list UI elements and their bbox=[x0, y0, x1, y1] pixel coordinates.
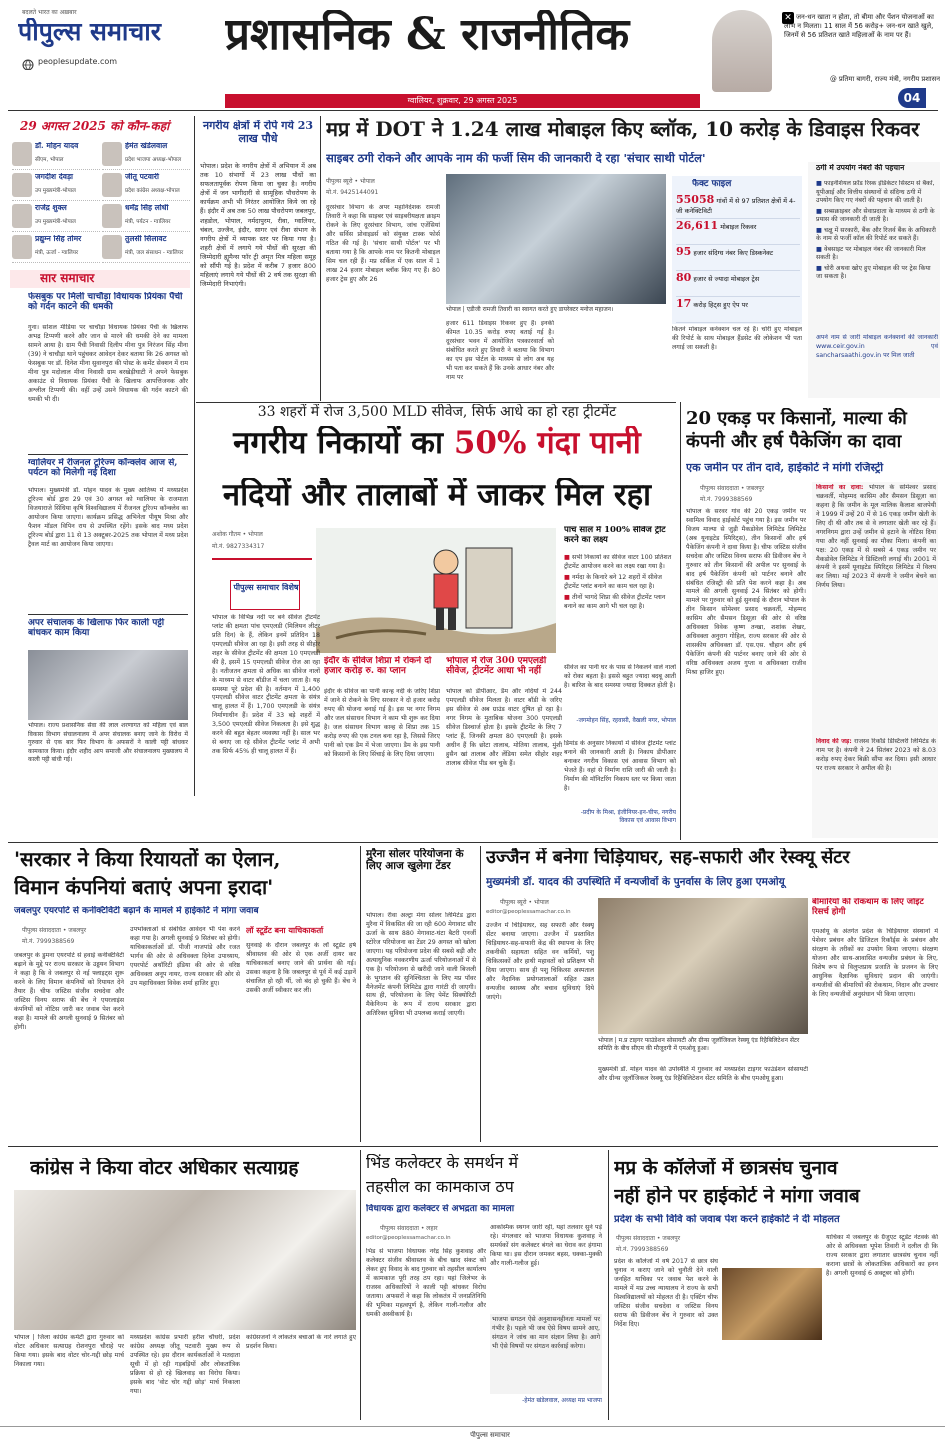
claim-box bbox=[816, 484, 936, 736]
side-list-item bbox=[816, 265, 938, 282]
bullet-icon: ■ bbox=[816, 245, 822, 253]
quote-2: डिमांड के अनुसार निकायों में सीवेज ट्रीटमेंट प्लांट बनाने की जानकारी आती है। निकाय डीपीआर बनाकर नगरीय विकास एवं आवास विभाग को भेजते हैं। वहां से निर्माण राशि जारी की जाती है। निर्माण की मॉनिटरिंग निकाय स्तर पर किया जाता है। bbox=[564, 740, 676, 792]
fact-number: 80 bbox=[676, 272, 692, 284]
dot-side-head: ठगी में उपयोग नंबरों की पहचान bbox=[816, 164, 905, 172]
saar-headline-3: अपर संचालक के खिलाफ फिर काली पट्टी बांधकर काम किया bbox=[28, 618, 165, 639]
target-text: नर्मदा के किनारे बने 12 शहरों में सीवेज ट्रीटमेंट प्लांट बनाने का काम चल रहा है। bbox=[564, 574, 662, 590]
dateline: ग्वालियर, शुक्रवार, 29 अगस्त 2025 bbox=[225, 94, 700, 108]
fact-file-title: फैक्ट फाइल bbox=[692, 179, 732, 189]
targets-headline: पांच साल में 100% सीवेज ट्रीट करने का लक्ष्य bbox=[564, 526, 666, 545]
minister-photo bbox=[712, 10, 772, 92]
fact-item bbox=[676, 298, 800, 323]
who-name: हेमंत खंडेलवाल bbox=[125, 142, 168, 150]
quote-1: सीवेज का पानी घर के पास से निकलने वाले नालों को रोका बहता है। इससे बहुत ज्यादा बदबू आती है। बारिश के बाद समस्या ज्यादा दिक्कत होती है। bbox=[564, 664, 676, 689]
dot-side-list bbox=[816, 180, 938, 330]
who-name: डॉ. मोहन यादव bbox=[35, 142, 79, 150]
chhatra-mobile: मो.नं. 7999388569 bbox=[616, 1246, 669, 1253]
who-where-item bbox=[12, 140, 100, 170]
dot-body-1: दूरसंचार विभाग के अपर महानिदेशक रामजी तिवारी ने कहा कि साइबर एवं साइबरीयक्षता क्राइम रोकने के लिए दूरसंचार विभाग, जांच एजेंसियां और सर्विस प्रोवाइडर्स को संयुक्त टास्क फोर्स गठित की गई है। 'संचार साथी पोर्टल' पर भी बताया गया है कि आपके नाम पर कितनी मोबाइल सिम चल रही हैं। मप्र सर्किल में एक साल में 1 लाख 24 हजार मोबाइल ब्लॉक किए गए हैं। 80 हजार ट्रेस हुए और 26 bbox=[326, 204, 440, 283]
fact-text: हजार से ज्यादा मोबाइल ट्रेस bbox=[693, 275, 760, 283]
chhatra-byline: पीपुल्स संवाददाता • जबलपुर bbox=[616, 1235, 681, 1242]
quote-2-by: -प्रदीप के मिश्रा, इंजीनियर-इन-चीफ, नगरीय विकास एवं आवास विभाग bbox=[580, 809, 676, 824]
malya-byline: पीपुल्स संवाददाता • जबलपुर bbox=[700, 485, 765, 492]
bullet-icon: ■ bbox=[816, 180, 822, 187]
fact-text: मोबाइल रिकवर bbox=[720, 223, 757, 231]
indore-headline: इंदौर के सीवेज शिप्रा में रोकने दो हजार करोड़ रु. का प्लान bbox=[324, 656, 432, 677]
avatar bbox=[102, 142, 122, 166]
fact-item bbox=[676, 272, 800, 297]
claim-body: भोपाल के सोमेश्वर प्रसाद चक्रवर्ती, मोहम्मद कासिम और सैमसन डिसूज़ा का कहना है कि जमीन के मूल मालिक कैलाश बाजपेयी ने 1999 में उन्हें 20 में से 16 एकड़ जमीन खेती के लिए दी थी और तब से वे लगातार खेती कर रहे हैं। नगरनिगम द्वारा उन्हें जमीन से हटाने के नोटिस दिया गया और नहीं सुनवाई का मौका मिला। कंपनी का पक्ष: 20 एकड़ में से सबसे 4 एकड़ जमीन पर मैकडोवेल लिमिटेड ने डिस्टिलरी लगाई थी। 2001 में कंपनी ने इसमें यूनाइटेड स्पिरिट्स लिमिटेड में विलय कर लिया। मई 2023 में कंपनी ने जमीन बेचने का निर्णय लिया। bbox=[816, 484, 936, 590]
who-where-box bbox=[10, 116, 190, 266]
chhatra-headline-1: मप्र के कॉलेजों में छात्रसंघ चुनाव bbox=[614, 1158, 838, 1179]
chhatra-body-1: प्रदेश के कॉलेजों में वर्ष 2017 से छात्र संघ चुनाव न कराए जाने को चुनौती देने वाली जनहित याचिका पर जवाब पेश करने के मामले में मप्र उच्च न्यायालय ने राज्य के सभी विश्वविद्यालयों को मोहलत दी है। एक्टिंग चीफ जस्टिस संजीव सचदेवा व जस्टिस विनय सराफ की डिवीजन बेंच ने गुरुवार को उक्त निर्देश दिए। bbox=[614, 1258, 718, 1328]
who-place: प्रदेश कांग्रेस अध्यक्ष-भोपाल bbox=[125, 188, 180, 194]
side-item-text: वेबसाइट पर मोबाइल नंबर की जानकारी मिल सकती है। bbox=[816, 245, 926, 261]
bhind-body-1: भिंड से भाजपा विधायक नरेंद्र सिंह कुशवाह और कलेक्टर संजीव श्रीवास्तव के बीच खाद संकट को लेकर हुए विवाद के बाद गुरुवार को तहसील कार्यालय में कामकाज पूरी तरह ठप रहा। यहां जिलेभर के राजस्व अधिकारियों ने काली पट्टी बांधकर विरोध जताया। अफसरों ने कहा कि लोकतंत्र में जनप्रतिनिधि की भूमिका महत्वपूर्ण है, लेकिन गाली-गलौज और धमकी अस्वीकार्य है। bbox=[366, 1248, 486, 1318]
vimaan-headline-2: विमान कंपनियां बताएं अपना इरादा' bbox=[14, 876, 274, 899]
fact-number: 17 bbox=[676, 298, 692, 310]
footer-label: पीपुल्स समाचार bbox=[470, 1431, 510, 1439]
target-item bbox=[564, 594, 676, 611]
morena-headline: मुरैना सोलर परियोजना के लिए आज खुलेगा टेंडर bbox=[366, 848, 464, 873]
quote-1-by: -जगमोहन सिंह, रहवासी, वैखली नगर, भोपाल bbox=[576, 717, 676, 724]
who-where-item bbox=[12, 202, 100, 232]
sewage-headline-1b: 50% गंदा पानी bbox=[453, 426, 641, 461]
vivad-head: विवाद की जड़: bbox=[816, 738, 852, 745]
ujjain-side-body: एमओयू के अंतर्गत प्रदेश के चिड़ियाघर संस्थानों में पेशेवर प्रबंधन और डिजिटल रिकॉर्ड्स के प्रबंधन और संरक्षण के तरीकों का उपयोग किया जाएगा। संरक्षण योजना और साथ-आवासित वन्यजीव प्रबंधन के लिए, विशेष रूप से विलुप्तप्राय प्रजाति के प्रजनन के लिए आधुनिक वैज्ञानिक सुविधाएं प्रदान की जाएंगी। वन्यजीवों की बीमारियों की रोकथाम, निदान और उपचार के लिए वन्यजीवों अनुसंधान भी किया जाएगा। bbox=[812, 928, 938, 998]
side-list-item bbox=[816, 246, 938, 263]
sewage-cartoon bbox=[316, 528, 556, 653]
vimaan-body-2: उपभोक्ताओं से संबंधित आवेदन भी पेश करने कहा गया है। अगली सुनवाई 9 सितंबर को होगी। याचिकाकर्ताओं डॉ. पीजी नाजपांडे और रजत भार्गव की ओर से अधिवक्ता दिनेश उपाध्याय, एयरपोर्ट अथॉरिटी इंडिया की ओर से वरिष्ठ अधिवक्ता अनूप नायर, राज्य सरकार की ओर से उप महाधिवक्ता विवेक शर्मा हाजिर हुए। bbox=[130, 926, 240, 987]
avatar bbox=[102, 204, 122, 228]
who-where-item bbox=[102, 233, 190, 263]
who-where-title: 29 अगस्त 2025 को कौन-कहां bbox=[20, 120, 170, 133]
protest-photo bbox=[28, 650, 188, 720]
avatar bbox=[102, 173, 122, 197]
indore-body: इंदौर के सीवेज का पानी कान्ह नदी के जरिए शिप्रा में जाने से रोकने के लिए सरकार ने दो हजार करोड़ रुपए की योजना बनाई गई है। इस पर नगर निगम और जल संसाधन विभाग ने काम भी शुरू कर दिया है। जल संसाधन विभाग कान्ह से शिप्रा तक 15 करोड़ रुपए की एक टनल बना रहा है, जिससे जिरए पानी को एक डैम में भेजा जाएगा। डैम के इस पानी को किसानों के लिए सिंचाई के लिए दिया जाएगा। bbox=[324, 688, 440, 758]
ujjain-body-1: उज्जैन में चिड़ियाघर, सह सफारी और रेस्क्यू सेंटर बनाया जाएगा। उज्जैन में प्रस्तावित चिड़ियाघर-सह-सफारी केंद्र की स्थापना के लिए तकनीकी सहायता सहित वन कर्मियों, पशु चिकित्सकों और हाथी महावतों को प्रशिक्षण भी दिया जाएगा। साथ ही पशु चिकित्सा अस्पताल और नैदानिक प्रयोगशालाओं सहित उन्नत वन्यजीव स्वास्थ्य और बचाव सुविधाएं दिये जाएंगे। bbox=[486, 922, 594, 1001]
ujjain-side-head: बीमारियों की रोकथाम के लिए जॉइंट रिसर्च होगी bbox=[812, 898, 924, 917]
dot-mobile: मो.नं. 9425144091 bbox=[326, 189, 379, 196]
target-text: सभी निकायों का सीवेज वाटर 100 प्रतिशत ट्रीटमेंट आयोजन करने का लक्ष्य रखा गया है। bbox=[564, 554, 672, 570]
website[interactable]: peoplesupdate.com bbox=[38, 57, 118, 66]
ujjain-caption: भोपाल | म.प्र टाइगर फाउंडेशन सोसायटी और ग्रीन्स जूलॉजिकल रेस्क्यू एंड रिहैबिलिटेशन सेंटर समिति के बीच सीएम की मौजूदगी में एमओयू हुआ। bbox=[598, 1037, 800, 1052]
congress-headline: कांग्रेस ने किया वोटर अधिकार सत्याग्रह bbox=[30, 1158, 299, 1179]
dot-body-2b-spacer bbox=[560, 320, 666, 398]
fact-item bbox=[676, 246, 800, 271]
malya-body: भोपाल के सरवर गांव की 20 एकड़ जमीन पर स्वामित्व विवाद हाईकोर्ट पहुंच गया है। इस जमीन पर विजय माल्या से जुड़ी मैकडोवेल लिमिटेड लिमिटेड (अब यूनाइटेड स्पिरिट्स), तीन किसानों और हर्ष पैकेजिंग कंपनी ने दावा किया है। चीफ जस्टिस संजीव सचदेवा और जस्टिस विनय सराफ की डिवीजन बेंच ने गुरुवार को तीन किसानों की अपील पर सुनवाई के बाद हर्ष पैकेजिंग कंपनी को पार्टनर बनाने और संबंधित रजिस्ट्री की प्रति पेश करने कहा है। अब मामले की अगली सुनवाई 24 सितंबर को होगी। मामले पर गुरुवार को हुई सुनवाई के दौरान भोपाल के तीन किसान सोमेश्वर प्रसाद चक्रवर्ती, मोहम्मद कासिम और सैमसन डिसूज़ा की ओर से वरिष्ठ अधिवक्ता विवेक कृष्ण तन्खा, शशांक शेखर, अधिवक्ता अनुराग गोहिल, राज्य सरकार की ओर से शासकीय अधिवक्ता डॉ. एस.एस. चौहान और हर्ष पैकेजिंग कंपनी की पार्टनर बनाए जाने की ओर से वरिष्ठ अधिवक्ता अजय गुप्ता व अधिवक्ता राजीव मिश्रा हाजिर हुए। bbox=[686, 508, 806, 676]
side-list-item bbox=[816, 208, 938, 225]
congress-photo bbox=[14, 1190, 356, 1330]
side-item-text: सब्सक्राइबर और सेवाप्रदाता के माध्यम से ठगी के प्रयास की जानकारी दी जाती है। bbox=[816, 207, 935, 223]
masthead bbox=[0, 0, 945, 108]
vimaan-mobile: मो.नं. 7999388569 bbox=[22, 938, 75, 945]
vimaan-body-1: जबलपुर के डुमना एयरपोर्ट से हवाई कनेक्टिविटी बढ़ाने के मुद्दे पर राज्य सरकार के उड्डयन विभाग ने कहा है कि वे जबलपुर से नई फ्लाइट्स शुरू करने के लिए विमान कंपनियों को रियायत देने तैयार हैं। चीफ जस्टिस संजीव सचदेवा और जस्टिस विनय सराफ की बेंच ने एयरलाइंस कंपनियों को नोटिस जारी कर जवाब पेश करने कहा है। मामले की अगली सुनवाई 9 सितंबर को होगी। bbox=[14, 952, 124, 1031]
malya-side bbox=[812, 482, 938, 838]
bhind-quote: भाजपा सगठन ऐसे अनुशासनहीनता मामलों पर गंभीर है। पहले भी जब ऐसे विषय सामने आए, संगठन ने जांच का मान संज्ञान लिया है। आगे भी ऐसे विषयों पर संगठन कार्रवाई करेगा। bbox=[490, 1314, 602, 1394]
sewage-body-1: भोपाल के विभिन्न नदी पर बने सीवेज ट्रीटमेंट प्लांट की क्षमता पांच एमएलडी (मिलियन लीटर प्रति दिन) के हैं, लेकिन इनमें प्रतिदिन 18 एमएलडी सीवेज आ रहा है। इसी तरह से सीहोर शहर के सीवेज ट्रीटमेंट की क्षमता 10 एमएलडी की है, इसमें 15 एमएलडी सीवेज रोज आ रहा है। नतीजतन क्षमता से अधिक का सीवेज नालों के माध्यम से वाटर बॉडीज में चला जाता है। यह समस्या पूरे प्रदेश की है। वर्तमान में 1,400 एमएलडी सीवेज वाटर ट्रीटमेंट क्षमता के संयंत्र चालू हालत में हैं। 1,700 एमएलडी के संयंत्र निर्माणाधीन हैं। प्रदेश में 33 बड़े शहरों में 3,500 एमएलडी सीवेज निकलता है। इसे शुद्ध करने की बहुत बेहतर व्यवस्था नहीं है। साल भर से बनाए जा रहे सीवेज ट्रीटमेंट प्लांट में अभी तक सिर्फ 45% ही चालू हालत में हैं। bbox=[212, 614, 320, 756]
x-icon: ✕ bbox=[782, 12, 794, 24]
page-number: 04 bbox=[898, 88, 926, 108]
who-name: राजेंद्र शुक्ल bbox=[35, 204, 67, 212]
congress-body: मध्यप्रदेश कांग्रेस प्रभारी हरीश चौधरी, प्रदेश कांग्रेस अध्यक्ष जीतू पटवारी मुख्य रूप से उपस्थित रहे। इस दौरान कार्यकर्ताओं ने मतदाता सूची में हो रही गड़बड़ियों और लोकतांत्रिक प्रक्रिया से हो रहे खिलवाड़ का विरोध किया। इसके बाद 'वोट चोर गद्दी छोड़' मार्च निकाला गया। bbox=[130, 1334, 240, 1395]
sewage-headline-1a: नगरीय निकायों का bbox=[233, 426, 444, 461]
sewage-mobile: मो.नं. 9827334317 bbox=[212, 543, 265, 550]
fact-number: 95 bbox=[676, 246, 692, 258]
vimaan-headline-1: 'सरकार ने किया रियायतों का ऐलान, bbox=[14, 848, 281, 871]
dot-byline: पीपुल्स ब्यूरो • भोपाल bbox=[326, 178, 375, 185]
ujjain-subheadline: मुख्यमंत्री डॉ. यादव की उपस्थिति में वन्यजीवों के पुनर्वास के लिए हुआ एमओयू bbox=[486, 876, 785, 888]
quote-author: @ प्रतिमा बागरी, राज्य मंत्री, नगरीय प्रशासन bbox=[829, 75, 940, 83]
who-name: प्रद्युम्न सिंह तोमर bbox=[35, 235, 82, 243]
nagariya-headline: नगरीय क्षेत्रों में रोपे गये 23 लाख पौधे bbox=[202, 120, 314, 145]
footer bbox=[0, 1426, 945, 1445]
fact-number: 55058 bbox=[676, 194, 715, 206]
dot-subheadline: साइबर ठगी रोकने और आपके नाम की फर्जी सिम की जानकारी दे रहा 'संचार साथी पोर्टल' bbox=[326, 152, 706, 165]
chhatra-body-2: याचिका में जबलपुर के ग्रैजुएट स्टूडेंट नेटवर्क की ओर से अधिवक्ता भूपेश तिवारी ने दलील दी कि राज्य सरकार द्वारा लगातार छात्रसंघ चुनाव नहीं कराना छात्रों के लोकतांत्रिक अधिकारों का हनन है। अगली सुनवाई 6 अक्टूबर को होगी। bbox=[826, 1234, 938, 1277]
side-list-item bbox=[816, 180, 938, 206]
gavel-photo bbox=[722, 1268, 822, 1340]
ujjain-byline: पीपुल्स ब्यूरो • भोपाल bbox=[500, 899, 549, 906]
who-where-item bbox=[102, 140, 190, 170]
bhopal-sewage-headline: भोपाल में रोज 300 एमएलडी सीवेज, ट्रीटमेंट आधा भी नहीं bbox=[446, 656, 547, 677]
bullet-icon: ■ bbox=[816, 207, 822, 215]
saar-body-2: भोपाल। मुख्यमंत्री डॉ. मोहन यादव के मुख्य आतिथ्य में मध्यप्रदेश टूरिज्म बोर्ड द्वारा 29 एवं 30 अगस्त को ग्वालियर के राजमाता विजयाराजे सिंधिया कृषि विश्वविद्यालय में रीजनल टूरिज्म कॉन्क्लेव का आयोजन किया जाएगा। कार्यक्रम प्रसिद्ध अभिनेता पीयूष मिश्रा और फैशन मॉडल विपिन राय से उपस्थित रहेंगे। इसके बाद मध्य प्रदेश टूरिज्म बोर्ड द्वारा 11 से 13 अक्टूबर-2025 तक भोपाल में मध्य प्रदेश ट्रैवल मार्ट का आयोजन किया जाएगा। bbox=[28, 487, 188, 548]
dot-headline: मप्र में DOT ने 1.24 लाख मोबाइल किए ब्लॉक, 10 करोड़ के डिवाइस रिकवर bbox=[326, 118, 920, 141]
bhind-headline-2: तहसील का कामकाज ठप bbox=[366, 1178, 514, 1196]
ujjain-email[interactable]: editor@peoplessamachar.co.in bbox=[486, 909, 571, 915]
who-where-item bbox=[102, 171, 190, 201]
who-name: धर्मेंद्र सिंह लोधी bbox=[125, 204, 169, 212]
bullet-icon: ■ bbox=[564, 554, 570, 561]
sewage-headline-1 bbox=[200, 426, 674, 470]
bhind-byline: पीपुल्स संवाददाता • लहार bbox=[380, 1225, 438, 1232]
fact-text: करोड़ हिट्स हुए ऐप पर bbox=[693, 301, 748, 309]
who-name: जीतू पटवारी bbox=[125, 173, 159, 181]
target-text: तीनों भागदे शिप्रा की सीवेज ट्रीटमेंट प्लान बनाने का काम आगे भी चल रहा है। bbox=[564, 594, 666, 610]
vivad-box bbox=[816, 738, 936, 838]
section-title: प्रशासनिक & राजनीतिक bbox=[225, 10, 630, 60]
ujjain-headline: उज्जैन में बनेगा चिड़ियाघर, सह-सफारी और रेस्क्यू सेंटर bbox=[486, 848, 850, 868]
fact-item bbox=[676, 220, 800, 245]
bhopal-sewage-body: भोपाल को डीपीआर, डैम और नदियों में 244 एमएलडी सीवेज मिलता है। वाटर बॉडी के जरिए इस सीवेज से अब ग्राउंड वाटर दूषित हो रहा है। नगर निगम के मुताबिक योजना 300 एमएलडी सीवेज डिस्चार्ज होता है। इसके ट्रीटमेंट के लिए 7 प्लांट हैं, जिनकी क्षमता 80 एमएलडी है। इसके अधीन हैं कि छोटा तालाब, मोतिया तालाब, मुंशी हुसैन खां तालाब और लेंडिया समेत सीहोर शहर तालाब सीवेज पीड बन चुके हैं। bbox=[446, 688, 562, 767]
fact-item bbox=[676, 194, 800, 219]
nagariya-body: भोपाल। प्रदेश के नगरीय क्षेत्रों में अभियान में अब तक 10 संभागों में 23 लाख पौधों का सफलतापूर्वक रोपण किया जा चुका है। नगरीय क्षेत्रों में जन भागीदारी से सामूहिक पौधरोपण के कार्यक्रम अभी भी निरंतर आयोजित किये जा रहे हैं। इंदौर में अब तक 50 लाख पौधरोपण जबलपुर, शहडोल, भोपाल, नर्मदापुरम, रीवा, ग्वालियर, चंबल, उज्जैन, इंदौर, सागर एवं रीवा संभाग के नगरीय क्षेत्रों में व्यापक स्तर पर किया गया है। शहरी क्षेत्रों में लगाये गये पौधों की सुरक्षा की जिम्मेदारी ह्यूमैन्स फॉर ट्री अमृत मित्र महिला समूह को सौंपी गई है। प्रदेश में करीब 7 हजार 800 महिलाएं लगाये गये पौधों की 2 वर्ष तक सुरक्षा की जिम्मेदारी निभाएंगी। bbox=[200, 162, 316, 289]
malya-headline: 20 एकड़ पर किसानों, माल्या की कंपनी और हर्ष पैकेजिंग का दावा bbox=[686, 408, 907, 452]
who-place: मंत्री, जल संसाधन - ग्वालियर bbox=[125, 250, 184, 256]
who-place: सीएम, भोपाल bbox=[35, 157, 64, 163]
who-where-item bbox=[12, 233, 100, 263]
saar-headline-1: फेसबुक पर मिली चाचौड़ा विधायक प्रियंका पैंची को गर्दन काटने की धमकी bbox=[28, 292, 183, 313]
who-name: जगदीश देवड़ा bbox=[35, 173, 73, 181]
vimaan-subheadline: जबलपुर एयरपोर्ट से कनेक्टिविटी बढ़ाने के मामले में हाईकोर्ट ने मांगा जवाब bbox=[14, 906, 259, 916]
saar-body-1: गुना। सोशल मीडिया पर चाचौड़ा विधायक प्रियंका पैंची के खिलाफ अभद्र टिप्पणी करने और जान से मारने की धमकी देने का मामला सामने आया है। ग्राम पैंची निवासी दिलीप मीना पुत्र निरंजन सिंह मीना (39) ने चाचौड़ा थाने पहुंचकर आवेदन देकर बताया कि 26 अगस्त को फेसबुक पर डॉ. दिनेश मीना सुवानपुरा की पोस्ट के कमेंट सेक्शन में राम मीना पुत्र मदोलाल मीना निवासी ग्राम बरखेड़ीघाटी ने अपने फेसबुक अकाउंट से विधायक प्रियंका पैंची के खिलाफ आपत्तिजनक और अश्लील टिप्पणी की। वहीं उन्हें उसने विधायक की गर्दन काटने की धमकी भी दी। bbox=[28, 324, 188, 403]
who-place: उप मुख्यमंत्री-भोपाल bbox=[35, 188, 76, 194]
avatar bbox=[12, 142, 32, 166]
special-box bbox=[230, 580, 300, 610]
bullet-icon: ■ bbox=[816, 226, 822, 234]
bhind-subheadline: विधायक द्वारा कलेक्टर से अभद्रता का मामला bbox=[366, 1204, 515, 1214]
special-box-label: पीपुल्स समाचार विशेष bbox=[233, 583, 299, 592]
vivad-body: राजस्व रिकॉर्ड डिस्टिलरी लिमिटेड के नाम पर है। कंपनी ने 24 सितंबर 2023 को 8.03 करोड़ रुपए देकर बिक्री सौंपा कर दिया। इसी आधार पर राज्य सरकार ने अपील की है। bbox=[816, 738, 936, 772]
side-item-text: चोरी अथवा खोए हुए मोबाइल की पर ट्रेस किया जा सकता है। bbox=[816, 264, 931, 280]
chhatra-subheadline: प्रदेश के सभी विवि को जवाब पेश करने हाईकोर्ट ने दी मोहलत bbox=[614, 1214, 840, 1225]
claim-head: किसानों का दावा: bbox=[816, 484, 864, 491]
ujjain-photo bbox=[598, 898, 808, 1034]
morena-body: भोपाल। रीवा अल्ट्रा मेगा सोलर लिमिटेड द्वारा मुरैना में विकसित की जा रही 600 मेगावाट सौर ऊर्जा के साथ 880 मेगावाट-घंटा बैटरी एनर्जी स्टोरेज परियोजना का टेंडर 29 अगस्त को खोला जाएगा। यह परियोजना प्रदेश की सबसे बड़ी और अत्याधुनिक नवकरणीय ऊर्जा परियोजनाओं में से एक है। परियोजना से खरीदी जाने वाली बिजली के भुगतान की सुनिश्चितता के लिए मप्र पॉवर मैनेजमेंट कंपनी लिमिटेड द्वारा गारंटी दी जाएगी। साथ ही, परियोजना के लिए पेमेंट सिक्योरिटी मैकेनिज्म के रूप में राज्य सरकार द्वारा अतिरिक्त सुविधा भी उपलब्ध कराई जाएगी। bbox=[366, 912, 476, 1018]
sewage-rule bbox=[212, 554, 312, 560]
who-where-list bbox=[12, 140, 190, 266]
dot-photo-caption: भोपाल | एडीजी रामजी तिवारी का स्वागत करते हुए डायरेक्टर मनोज महाजन। bbox=[446, 306, 614, 313]
who-place: मंत्री, ऊर्जा - ग्वालियर bbox=[35, 250, 79, 256]
saar-headline-2: ग्वालियर में रीजनल टूरिज्म कॉन्क्लेव आज से, पर्यटन को मिलेगी नई दिशा bbox=[28, 458, 178, 479]
quote-text: जन-धन खाता न होता, तो बीमा और पेंशन योजनाओं का लाभ न मिलता। 11 साल में 56 करोड़+ जन-धन खाते खुले, जिनमें से 56 प्रतिशत खाते महिलाओं के नाम पर हैं। bbox=[784, 13, 934, 40]
avatar bbox=[102, 235, 122, 259]
sewage-kicker: 33 शहरों में रोज 3,500 MLD सीवेज, सिर्फ आधे का हो रहा ट्रीटमेंट bbox=[257, 404, 617, 420]
ujjain-body-3: मुख्यमंत्री डॉ. मोहन यादव की उपस्थिति में गुरुवार को मध्यप्रदेश टाइगर फाउंडेशन सोसायटी और ग्रीन्स जूलॉजिकल रेस्क्यू एंड रिहैबिलिटेशन सेंटर समिति के बीच एमओयू हुआ। bbox=[598, 1066, 808, 1082]
dot-photo bbox=[446, 174, 666, 304]
dot-side-box bbox=[808, 162, 940, 398]
bhind-quote-by: -हेमंत खंडेलवाल, अध्यक्ष मप्र भाजपा bbox=[522, 1397, 602, 1404]
who-place: मंत्री, पर्यटन - ग्वालियर bbox=[125, 219, 171, 225]
who-place: प्रदेश भाजपा अध्यक्ष-भोपाल bbox=[125, 157, 182, 163]
malya-mobile: मो.नं. 7999388569 bbox=[700, 496, 753, 503]
who-where-item bbox=[12, 171, 100, 201]
fact-list bbox=[672, 194, 802, 324]
avatar bbox=[12, 235, 32, 259]
congress-body-2: कांग्रेसजनों ने लोकतंत्र बचाओ के नारे लगाते हुए प्रदर्शन किया। bbox=[246, 1334, 356, 1350]
avatar bbox=[12, 173, 32, 197]
who-name: तुलसी सिलावट bbox=[125, 235, 167, 243]
sewage-headline-2: नदियों और तालाबों में जाकर मिल रहा bbox=[222, 478, 652, 513]
saar-header bbox=[10, 270, 190, 288]
logo: पीपुल्स समाचार bbox=[18, 18, 161, 46]
congress-caption: भोपाल | जिला कांग्रेस कमेटी द्वारा गुरुवार को वोटर अधिकार सत्याग्रह रोशनपुरा चौराहे पर किया गया। इसके बाद वोटर चोर-गद्दी छोड़ मार्च निकाला गया। bbox=[14, 1334, 124, 1368]
bhind-email[interactable]: editor@peoplessamachar.co.in bbox=[366, 1235, 451, 1241]
tagline: बदलते भारत का अख़बार bbox=[22, 9, 77, 16]
sewage-byline: अशोक गौतम • भोपाल bbox=[212, 531, 263, 538]
fact-number: 26,611 bbox=[676, 220, 719, 232]
bhind-body-2: आकस्मिक स्थगन जारी रहीं, यहां तलवार सुने पड़े रहे। मंगलवार को भाजपा विधायक कुशवाह ने समर्थकों संग कलेक्टर बंगले का घेराव कर हंगामा किया था। इस दौरान जमकर बहस, धक्का-मुक्की और गाली-गलौज हुई। bbox=[490, 1224, 602, 1267]
side-item-text: फाइनेंशियल फ्रॉड रिस्क इंडिकेटर सिस्टम से बैंकों, यूपीआई और वित्तीय संस्थानों से संदिग्ध ठगी में उपयोग किए गए नंबरों की पहचान की जाती है। bbox=[816, 180, 935, 204]
targets-list bbox=[564, 554, 676, 658]
fact-file bbox=[672, 176, 802, 324]
saar-caption-3: भोपाल। राज्य प्रशासनिक सेवा की लाल शरणागत को महिला एवं बाल विकास विभाग संचालनालय में अपर संचालक बनाए जाने के विरोध में गुरुवार से एक बार फिर विभाग के अफसरों ने काली पट्टी बांधकर कामकाज किया। इंदौर शहीद आप समाजी और संचालनालय मुख्यालय में काली पट्टी बांधी गई। bbox=[28, 722, 188, 764]
target-item bbox=[564, 554, 676, 571]
bullet-icon: ■ bbox=[564, 594, 570, 601]
bhind-headline-1: भिंड कलेक्टर के समर्थन में bbox=[366, 1154, 519, 1172]
side-item-text: चक्षु में सरकारी, बैंक और रिजर्व बैंक के अधिकारी के नाम से फर्जी कॉल की रिपोर्ट कर सकते हैं। bbox=[816, 226, 936, 242]
target-item bbox=[564, 574, 676, 591]
vimaan-byline: पीपुल्स संवाददाता • जबलपुर bbox=[22, 927, 87, 934]
avatar bbox=[12, 204, 32, 228]
ujjain-side bbox=[812, 898, 938, 1138]
dot-portal-line: अपने नाम से जारी मोबाइल कनेक्शनों की जानकारी www.ceir.gov.in एवं sancharsaathi.gov.in पर मिल जाती bbox=[816, 334, 938, 359]
who-place: उप मुख्यमंत्री-भोपाल bbox=[35, 219, 76, 225]
chhatra-headline-2: नहीं होने पर हाईकोर्ट ने मांगा जवाब bbox=[614, 1186, 860, 1207]
malya-subheadline: एक जमीन पर तीन दावे, हाईकोर्ट ने मांगी रजिस्ट्री bbox=[686, 462, 884, 474]
bullet-icon: ■ bbox=[816, 264, 822, 272]
law-student-box: लॉ स्टूडेंट बना याचिकाकर्ता bbox=[246, 926, 324, 935]
who-where-item bbox=[102, 202, 190, 232]
saar-title: सार समाचार bbox=[40, 272, 95, 285]
dot-body-3: कितने मोबाइल कनेक्शन चल रहे हैं। चोरी हुए मोबाइल की रिपोर्ट के साथ मोबाइल हैंडसेट की लोकेशन भी पता लगाई जा सकती है। bbox=[672, 326, 802, 351]
fact-text: गांवों में से 97 प्रतिशत क्षेत्रों में 4-जी कनेक्टिविटी bbox=[676, 197, 796, 215]
vimaan-body-3: सुनवाई के दौरान जबलपुर के लॉ स्टूडेंट हर्ष श्रीवास्तव की ओर से एक अर्जी दायर कर याचिकाकर्ता बनाए जाने की प्रार्थना की गई। उसका कहना है कि जबलपुर से पूर्व में कई उड़ानें संचालित हो रही थीं, जो बंद हो चुकी हैं। बेंच ने उसकी अर्जी स्वीकार कर ली। bbox=[246, 942, 356, 994]
dot-body-2a: हजार 611 डिवाइस रिकवर हुए हैं। इनकी कीमत 10.35 करोड़ रुपए बताई गई है। दूरसंचार भवन में आयोजित पत्रकारवार्ता को संबोधित करते हुए तिवारी ने बताया कि विभाग का एप इस पोर्टल के माध्यम से लोग अब यह भी पता कर सकते हैं कि उनके आधार नंबर और नाम पर bbox=[446, 320, 554, 381]
fact-text: हजार संदिग्ध नंबर किए डिस्कनेक्ट bbox=[693, 249, 773, 257]
bullet-icon: ■ bbox=[564, 574, 570, 581]
side-list-item bbox=[816, 227, 938, 244]
